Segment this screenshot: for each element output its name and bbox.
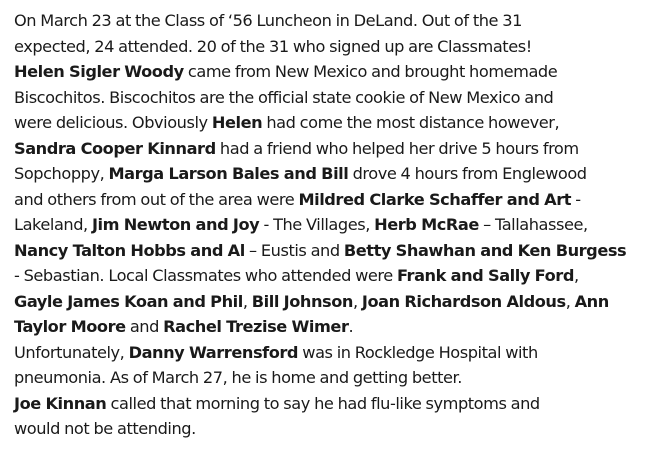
classmate-name: Ann bbox=[574, 291, 609, 311]
text-run: had come the most distance however, bbox=[262, 113, 560, 132]
classmate-name: Jim Newton and Joy bbox=[91, 215, 260, 234]
text-run: - Sebastian. Local Classmates who attended were bbox=[14, 266, 397, 285]
classmate-name: Bill Johnson bbox=[251, 291, 353, 311]
text-run: - bbox=[571, 189, 581, 209]
text-line bbox=[14, 238, 642, 264]
text-run: and bbox=[125, 317, 164, 336]
text-run: expected, 24 attended. 20 of the 31 who signed up are Classmates! bbox=[14, 36, 532, 56]
classmate-name: Taylor Moore bbox=[14, 317, 126, 336]
classmate-name: Marga Larson Bales and Bill bbox=[108, 164, 349, 183]
text-line bbox=[14, 136, 642, 162]
text-run: , bbox=[573, 266, 579, 285]
classmate-name: Danny Warrensford bbox=[128, 342, 299, 362]
text-run: pneumonia. As of March 27, he is home and getting better. bbox=[14, 368, 462, 387]
text-line bbox=[14, 34, 642, 60]
text-line bbox=[14, 314, 642, 340]
classmate-name: Joan Richardson Aldous bbox=[361, 291, 566, 311]
classmate-name: Helen Sigler Woody bbox=[14, 62, 184, 81]
text-run: On March 23 at the Class of ‘56 Luncheon in DeLand. Out of the 31 bbox=[14, 11, 522, 30]
classmate-name: Rachel Trezise Wimer bbox=[163, 317, 349, 336]
text-run: Unfortunately, bbox=[14, 342, 129, 362]
text-line bbox=[14, 340, 642, 366]
text-run: – Eustis and bbox=[244, 240, 344, 260]
text-run: Biscochitos. Biscochitos are the official state cookie of New Mexico and bbox=[14, 87, 554, 107]
text-run: , bbox=[242, 291, 252, 311]
text-line bbox=[14, 212, 642, 238]
text-run: - The Villages, bbox=[259, 215, 375, 234]
text-run: would not be attending. bbox=[14, 419, 196, 438]
text-run: called that morning to say he had flu-like symptoms and bbox=[106, 393, 540, 413]
text-run: had a friend who helped her drive 5 hours from bbox=[215, 138, 579, 158]
text-line bbox=[14, 391, 642, 417]
classmate-name: Herb McRae bbox=[374, 215, 479, 234]
text-run: Lakeland, bbox=[14, 215, 92, 234]
text-line bbox=[14, 187, 642, 213]
classmate-name: Frank and Sally Ford bbox=[396, 266, 574, 285]
document-text bbox=[14, 8, 642, 442]
text-line bbox=[14, 8, 642, 34]
text-line bbox=[14, 365, 642, 391]
text-run: came from New Mexico and brought homemade bbox=[183, 62, 558, 81]
text-run: and others from out of the area were bbox=[14, 189, 299, 209]
text-line bbox=[14, 416, 642, 442]
text-run: Sopchoppy, bbox=[14, 164, 109, 183]
classmate-name: Joe Kinnan bbox=[14, 393, 107, 413]
classmate-name: Betty Shawhan and Ken Burgess bbox=[343, 240, 627, 260]
text-line bbox=[14, 263, 642, 289]
text-line bbox=[14, 59, 642, 85]
classmate-name: Helen bbox=[211, 113, 263, 132]
text-line bbox=[14, 110, 642, 136]
text-run: , bbox=[565, 291, 575, 311]
classmate-name: Mildred Clarke Schaffer and Art bbox=[298, 189, 572, 209]
text-run: were delicious. Obviously bbox=[14, 113, 212, 132]
text-run: – Tallahassee, bbox=[478, 215, 588, 234]
classmate-name: Sandra Cooper Kinnard bbox=[14, 138, 216, 158]
text-run: drove 4 hours from Englewood bbox=[348, 164, 587, 183]
text-line bbox=[14, 85, 642, 111]
classmate-name: Gayle James Koan and Phil bbox=[14, 291, 243, 311]
text-run: . bbox=[348, 317, 354, 336]
text-line bbox=[14, 161, 642, 187]
text-run: , bbox=[352, 291, 362, 311]
text-line bbox=[14, 289, 642, 315]
classmate-name: Nancy Talton Hobbs and Al bbox=[14, 240, 245, 260]
text-run: was in Rockledge Hospital with bbox=[298, 342, 538, 362]
